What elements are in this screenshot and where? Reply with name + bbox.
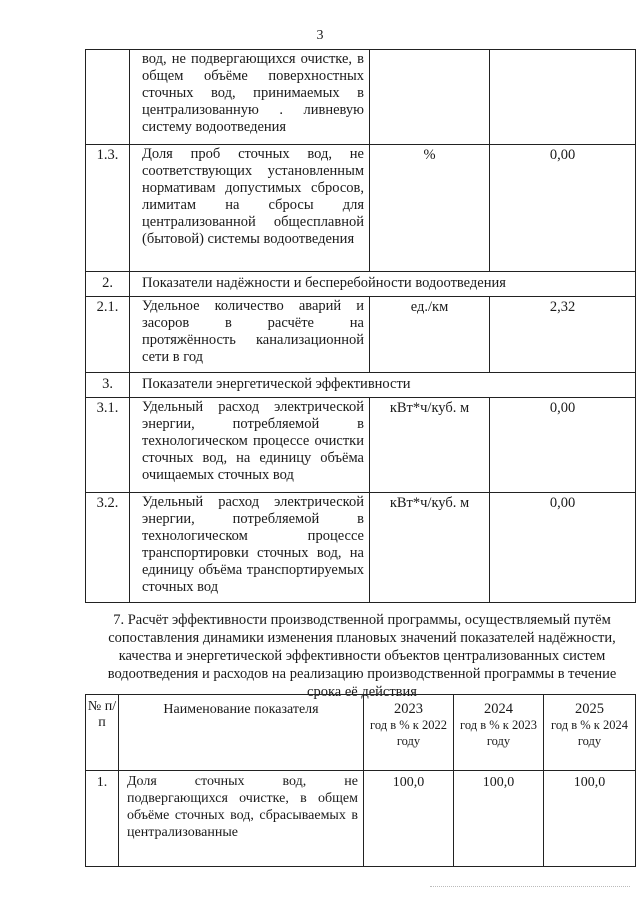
section-title: Показатели энергетической эффективности — [130, 373, 636, 398]
indicator-unit — [370, 50, 490, 145]
indicator-value: 0,00 — [490, 398, 636, 493]
value-2025: 100,0 — [544, 771, 636, 867]
indicator-value: 2,32 — [490, 297, 636, 373]
row-number — [86, 50, 130, 145]
value-2023: 100,0 — [364, 771, 454, 867]
table-row — [86, 50, 636, 145]
section-title: Показатели надёжности и бесперебойности водоотведения — [130, 272, 636, 297]
indicators-table — [85, 49, 636, 603]
indicator-unit: кВт*ч/куб. м — [370, 493, 490, 603]
indicator-description: Удельный расход электрической энергии, потребляемой в технологическом процессе транспортировки сточных вод, на единицу объёма транспортируемых сточных вод — [130, 493, 370, 603]
table-row — [86, 145, 636, 272]
header-year: 2023 — [394, 701, 423, 717]
column-header-2023 — [364, 695, 454, 771]
column-header-2024 — [454, 695, 544, 771]
row-number: 1. — [86, 771, 119, 867]
indicator-description: Удельный расход электрической энергии, потребляемой в технологическом процессе очистки сточных вод, на единицу объёма очищаемых сточных вод — [130, 398, 370, 493]
table-row — [86, 297, 636, 373]
indicator-value: 0,00 — [490, 493, 636, 603]
indicator-description: вод, не подвергающихся очистке, в общем объёме поверхностных сточных вод, принимаемых в централизованную . ливневую систему водоотведения — [130, 50, 370, 145]
page-edge-divider — [430, 886, 630, 887]
indicator-unit: кВт*ч/куб. м — [370, 398, 490, 493]
header-year-subtitle: год в % к 2024 году — [551, 718, 628, 748]
table-row — [86, 771, 636, 867]
indicator-unit: % — [370, 145, 490, 272]
indicator-description: Доля сточных вод, не подвергающихся очистке, в общем объёме сточных вод, сбрасываемых в централизованные — [119, 771, 364, 867]
header-year: 2025 — [575, 701, 604, 717]
header-year: 2024 — [484, 701, 513, 717]
indicator-description: Доля проб сточных вод, не соответствующих установленным нормативам допустимых сбросов, лимитам на сбросы для централизованной общесплавной (бытовой) системы водоотведения — [130, 145, 370, 272]
header-year-subtitle: год в % к 2023 году — [460, 718, 537, 748]
indicator-unit: ед./км — [370, 297, 490, 373]
column-header-name: Наименование показателя — [119, 695, 364, 771]
section-7-heading: 7. Расчёт эффективности производственной программы, осуществляемый путём сопоставления динамики изменения плановых значений показателей надёжности, качества и энергетической эффективности объектов централизованных систем водоотведения и расходов на реализацию производственной программы в течение срока её действия — [107, 612, 617, 700]
section-number: 2. — [86, 272, 130, 297]
row-number: 2.1. — [86, 297, 130, 373]
table-header-row — [86, 695, 636, 771]
indicator-value — [490, 50, 636, 145]
indicator-value: 0,00 — [490, 145, 636, 272]
section-number: 3. — [86, 373, 130, 398]
row-number: 1.3. — [86, 145, 130, 272]
efficiency-table — [85, 694, 636, 867]
table-row — [86, 493, 636, 603]
row-number: 3.1. — [86, 398, 130, 493]
table-row — [86, 398, 636, 493]
page-number: 3 — [316, 28, 324, 43]
row-number: 3.2. — [86, 493, 130, 603]
header-year-subtitle: год в % к 2022 году — [370, 718, 447, 748]
section-row — [86, 373, 636, 398]
value-2024: 100,0 — [454, 771, 544, 867]
section-row — [86, 272, 636, 297]
column-header-2025 — [544, 695, 636, 771]
indicator-description: Удельное количество аварий и засоров в расчёте на протяжённость канализационной сети в год — [130, 297, 370, 373]
column-header-number: № п/п — [86, 695, 119, 771]
